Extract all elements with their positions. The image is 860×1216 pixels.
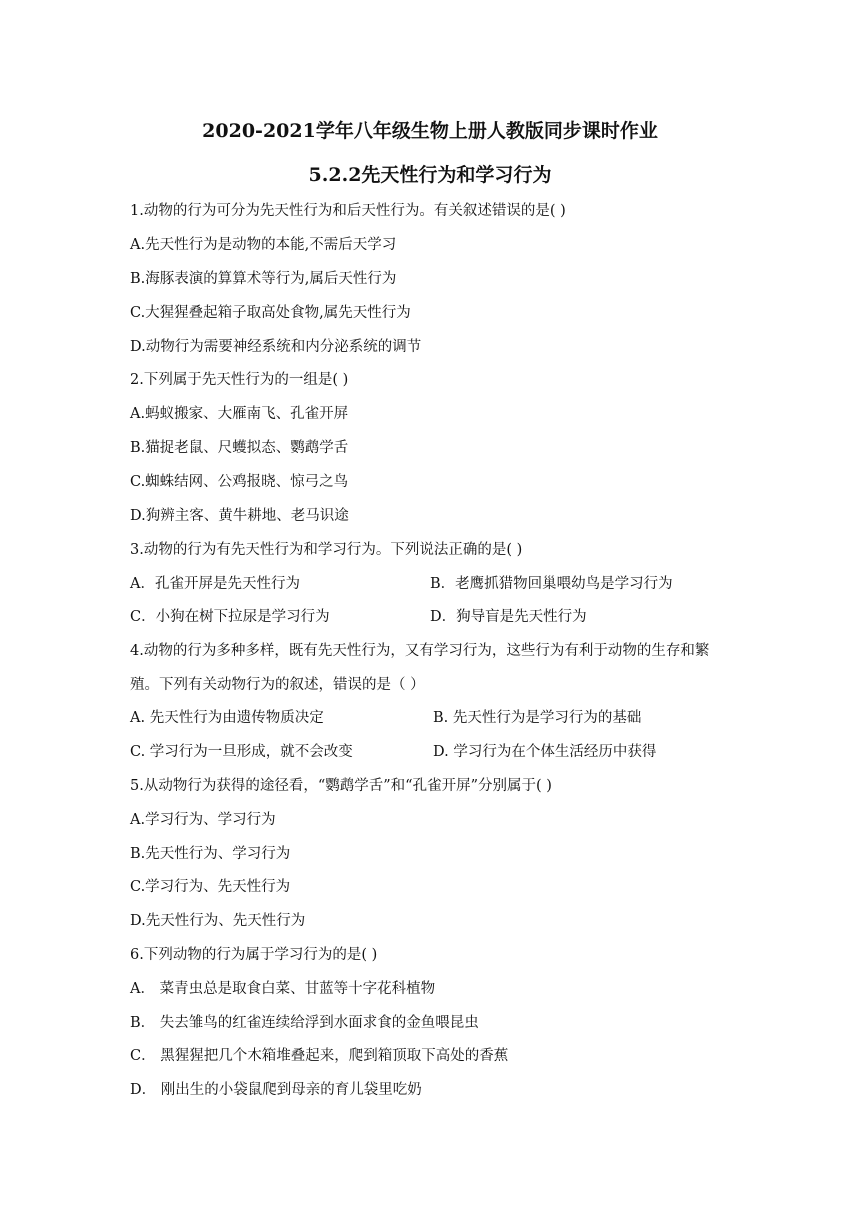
question-5-stem: 5.从动物行为获得的途径看，“鹦鹉学舌”和“孔雀开屏”分别属于( )	[130, 778, 552, 794]
question-6-stem: 6.下列动物的行为属于学习行为的是( )	[130, 947, 378, 963]
question-1-option-a: A.先天性行为是动物的本能,不需后天学习	[130, 237, 397, 253]
question-4-stem-line-1: 4.动物的行为多种多样，既有先天性行为，又有学习行为，这些行为有利于动物的生存和繁	[130, 643, 710, 659]
question-6-option-a: A． 菜青虫总是取食白菜、甘蓝等十字花科植物	[130, 981, 436, 997]
question-5-option-c: C.学习行为、先天性行为	[130, 879, 291, 895]
question-1-option-d: D.动物行为需要神经系统和内分泌系统的调节	[130, 339, 422, 355]
question-2-option-a: A.蚂蚁搬家、大雁南飞、孔雀开屏	[130, 406, 349, 422]
question-3-option-a: A．孔雀开屏是先天性行为	[130, 576, 300, 592]
question-5-option-d: D.先天性行为、先天性行为	[130, 913, 306, 929]
question-1-stem: 1.动物的行为可分为先天性行为和后天性行为。有关叙述错误的是( )	[130, 203, 566, 219]
question-2-option-d: D.狗辨主客、黄牛耕地、老马识途	[130, 508, 349, 524]
question-3-stem: 3.动物的行为有先天性行为和学习行为。下列说法正确的是( )	[130, 542, 523, 558]
question-4-option-a: A. 先天性行为由遗传物质决定	[130, 710, 324, 726]
question-4-option-d: D. 学习行为在个体生活经历中获得	[433, 744, 657, 760]
question-3-option-b: B．老鹰抓猎物回巢喂幼鸟是学习行为	[430, 576, 673, 592]
page-subtitle: 5.2.2先天性行为和学习行为	[308, 164, 552, 186]
question-5-option-b: B.先天性行为、学习行为	[130, 846, 291, 862]
question-4-option-b: B. 先天性行为是学习行为的基础	[433, 710, 642, 726]
question-6-option-c: C． 黑猩猩把几个木箱堆叠起来，爬到箱顶取下高处的香蕉	[130, 1048, 509, 1064]
question-2-stem: 2.下列属于先天性行为的一组是( )	[130, 372, 349, 388]
question-6-option-b: B． 失去雏鸟的红雀连续给浮到水面求食的金鱼喂昆虫	[130, 1015, 479, 1031]
question-4-stem-line-2: 殖。下列有关动物行为的叙述，错误的是（ ）	[130, 677, 425, 693]
question-3-option-d: D．狗导盲是先天性行为	[430, 609, 587, 625]
question-1-option-c: C.大猩猩叠起箱子取高处食物,属先天性行为	[130, 305, 411, 321]
question-1-option-b: B.海豚表演的算算术等行为,属后天性行为	[130, 271, 397, 287]
question-2-option-b: B.猫捉老鼠、尺蠖拟态、鹦鹉学舌	[130, 440, 349, 456]
question-2-option-c: C.蜘蛛结网、公鸡报晓、惊弓之鸟	[130, 474, 349, 490]
question-6-option-d: D． 刚出生的小袋鼠爬到母亲的育儿袋里吃奶	[130, 1082, 422, 1098]
question-4-option-c: C. 学习行为一旦形成，就不会改变	[130, 744, 353, 760]
question-5-option-a: A.学习行为、学习行为	[130, 812, 276, 828]
page-title: 2020-2021学年八年级生物上册人教版同步课时作业	[202, 120, 658, 142]
question-3-option-c: C．小狗在树下拉尿是学习行为	[130, 609, 330, 625]
